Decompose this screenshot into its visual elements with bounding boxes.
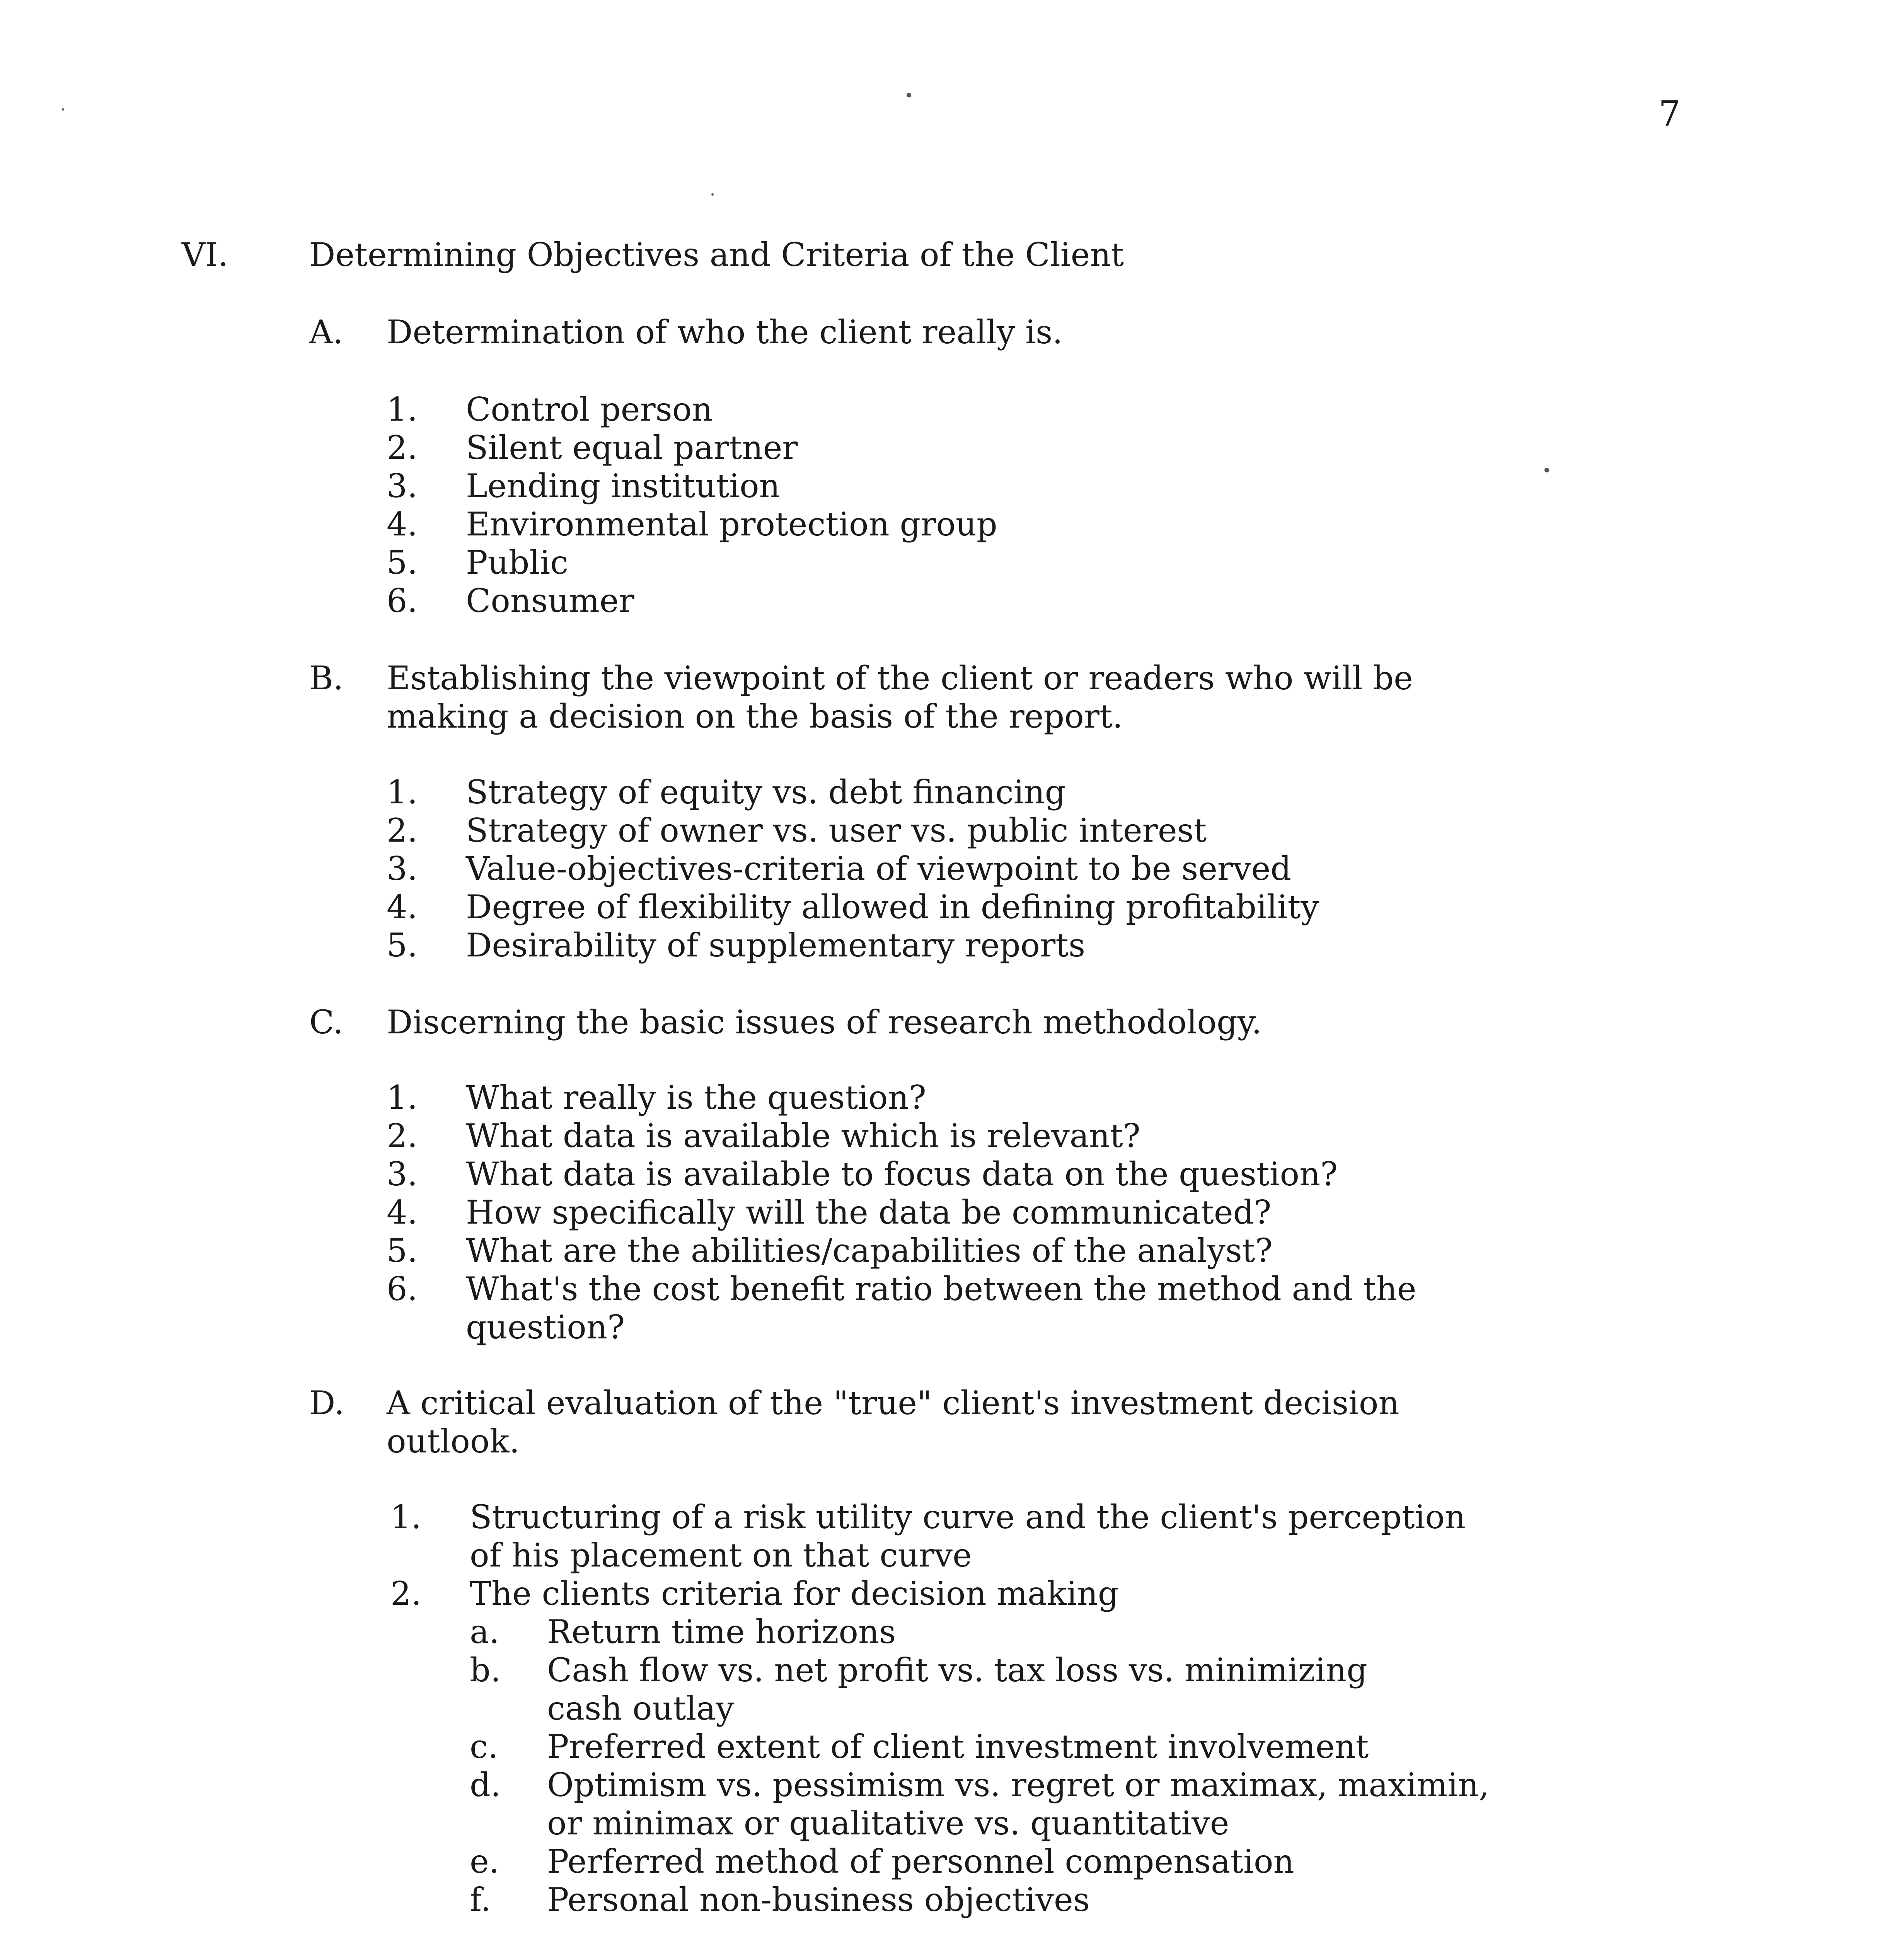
item-text: Consumer	[466, 582, 634, 620]
item-number: 3.	[387, 467, 418, 505]
subsection-title: Determination of who the client really is.	[387, 313, 1063, 351]
item-number: 4.	[387, 888, 418, 926]
sub-item-text-line: cash outlay	[547, 1689, 734, 1727]
item-text: Control person	[466, 390, 713, 428]
subsection-label: C.	[309, 1003, 343, 1041]
sub-item-text: Preferred extent of client investment involvement	[547, 1728, 1369, 1766]
sub-item-text-line: Optimism vs. pessimism vs. regret or maximax, maximin,	[547, 1766, 1489, 1804]
item-number: 4.	[387, 505, 418, 543]
subsection-label: A.	[309, 313, 343, 351]
subsection-label: D.	[309, 1384, 345, 1422]
item-text: Public	[466, 544, 569, 581]
item-text: What data is available which is relevant?	[466, 1117, 1140, 1155]
item-number: 5.	[387, 926, 418, 964]
item-text: Environmental protection group	[466, 505, 997, 543]
sub-item-text: Perferred method of personnel compensation	[547, 1843, 1294, 1880]
sub-item-text: Return time horizons	[547, 1613, 896, 1651]
item-number: 6.	[387, 582, 418, 620]
item-number: 3.	[387, 850, 418, 888]
subsection-title: Discerning the basic issues of research methodology.	[387, 1003, 1262, 1041]
item-text: How specifically will the data be communicated?	[466, 1193, 1272, 1231]
item-text-line: Structuring of a risk utility curve and the client's perception	[470, 1498, 1466, 1536]
sub-item-letter: e.	[470, 1843, 499, 1880]
scan-speck	[711, 193, 714, 196]
subsection-title-line: Establishing the viewpoint of the client or readers who will be	[387, 659, 1413, 697]
item-number: 2.	[387, 1117, 418, 1155]
item-text-line: What's the cost benefit ratio between the method and the	[466, 1270, 1416, 1308]
item-text: Lending institution	[466, 467, 780, 505]
item-number: 1.	[390, 1498, 422, 1536]
sub-item-text: Personal non-business objectives	[547, 1881, 1090, 1919]
sub-item-letter: b.	[470, 1651, 501, 1689]
scan-speck	[907, 93, 911, 97]
subsection-title-line: making a decision on the basis of the report.	[387, 697, 1123, 735]
sub-item-letter: f.	[470, 1881, 491, 1919]
sub-item-letter: c.	[470, 1728, 498, 1766]
item-text: Silent equal partner	[466, 429, 798, 467]
subsection-title-line: outlook.	[387, 1422, 520, 1460]
item-number: 4.	[387, 1193, 418, 1231]
item-text-line: question?	[466, 1308, 625, 1346]
item-text: Strategy of equity vs. debt financing	[466, 773, 1066, 811]
item-number: 1.	[387, 390, 418, 428]
page-number: 7	[1659, 94, 1681, 134]
item-text: The clients criteria for decision making	[470, 1575, 1119, 1613]
item-number: 1.	[387, 773, 418, 811]
item-number: 3.	[387, 1155, 418, 1193]
item-text: Desirability of supplementary reports	[466, 926, 1086, 964]
item-text-line: of his placement on that curve	[470, 1536, 972, 1574]
sub-item-text-line: or minimax or qualitative vs. quantitative	[547, 1804, 1229, 1842]
item-text: What data is available to focus data on the question?	[466, 1155, 1338, 1193]
item-number: 5.	[387, 544, 418, 581]
subsection-label: B.	[309, 659, 344, 697]
item-text: Value-objectives-criteria of viewpoint to be served	[466, 850, 1292, 888]
item-text: Degree of flexibility allowed in defining profitability	[466, 888, 1319, 926]
sub-item-letter: a.	[470, 1613, 499, 1651]
item-number: 6.	[387, 1270, 418, 1308]
item-number: 2.	[387, 429, 418, 467]
scan-speck	[1544, 468, 1549, 472]
item-text: What really is the question?	[466, 1079, 926, 1117]
section-title: Determining Objectives and Criteria of the Client	[309, 236, 1124, 274]
item-text: Strategy of owner vs. user vs. public interest	[466, 811, 1207, 849]
item-number: 1.	[387, 1079, 418, 1117]
sub-item-text-line: Cash flow vs. net profit vs. tax loss vs. minimizing	[547, 1651, 1367, 1689]
item-text: What are the abilities/capabilities of the analyst?	[466, 1232, 1273, 1270]
sub-item-letter: d.	[470, 1766, 501, 1804]
section-label: VI.	[182, 236, 228, 274]
scan-speck	[62, 108, 64, 111]
item-number: 2.	[387, 811, 418, 849]
subsection-title-line: A critical evaluation of the "true" client's investment decision	[387, 1384, 1399, 1422]
item-number: 2.	[390, 1575, 422, 1613]
item-number: 5.	[387, 1232, 418, 1270]
